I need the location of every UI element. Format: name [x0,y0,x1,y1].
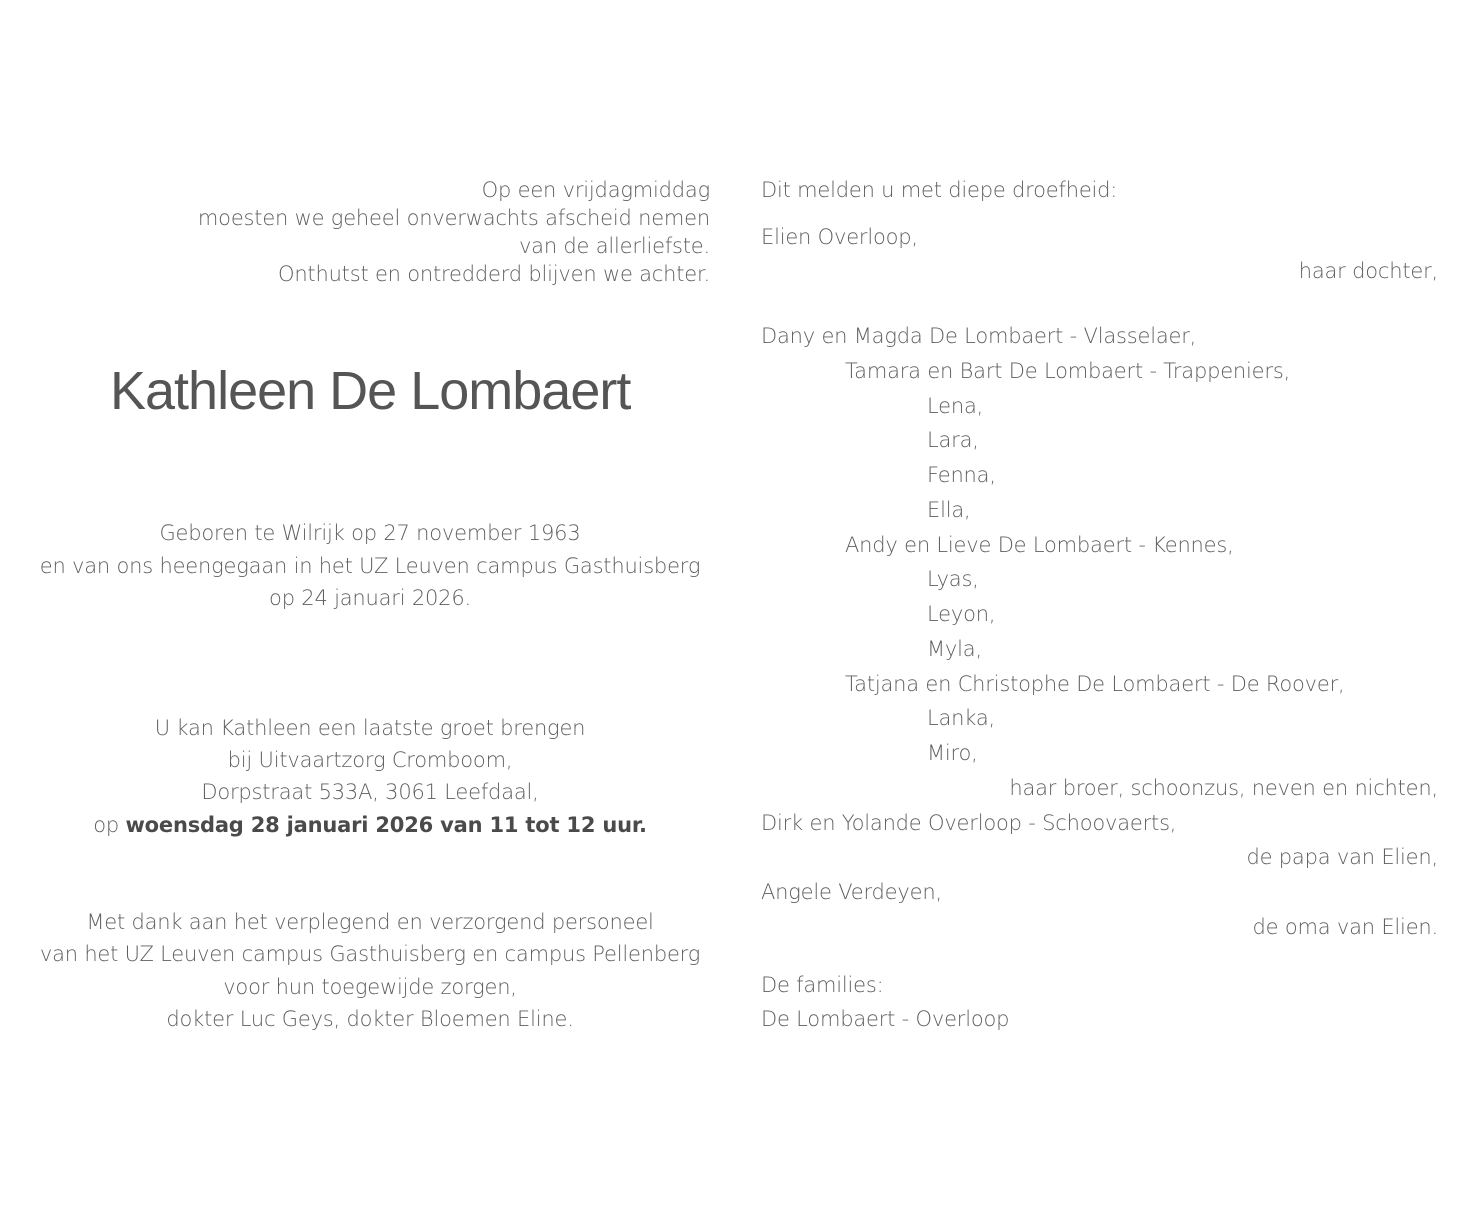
intro-line-1: Op een vrijdagmiddag [481,178,710,202]
sibling-line: Andy en Lieve De Lombaert - Kennes, [845,533,1234,557]
sibling-line: Leyon, [927,602,996,626]
farewell-line-2: bij Uitvaartzorg Cromboom, [227,748,513,772]
sibling-line: Ella, [927,498,971,522]
farewell-date-prefix: op [93,813,119,837]
birth-line-2: en van ons heengegaan in het UZ Leuven campus Gasthuisberg [39,554,701,578]
farewell-date: woensdag 28 januari 2026 van 11 tot 12 uur. [125,813,647,837]
right-column [761,0,1438,1207]
sibling-line: Fenna, [927,463,996,487]
daughter-name: Elien Overloop, [761,225,918,249]
intro-line-3: van de allerliefste. [518,234,710,258]
thanks-line-3: voor hun toegewijde zorgen, [223,975,517,999]
sibling-line: Dany en Magda De Lombaert - Vlasselaer, [761,324,1197,348]
farewell-line-4 [30,811,710,839]
deceased-name: Kathleen De Lombaert [110,361,631,421]
thanks-line-1: Met dank aan het verplegend en verzorgend personeel [86,910,654,934]
sibling-line: Tamara en Bart De Lombaert - Trappeniers, [845,359,1291,383]
intro-line-4: Onthutst en ontredderd blijven we achter. [277,262,710,286]
daughter-role: haar dochter, [1298,259,1438,283]
sibling-line: Miro, [927,741,978,765]
father-name: Dirk en Yolande Overloop - Schoovaerts, [761,811,1177,835]
intro-line-2: moesten we geheel onverwachts afscheid nemen [197,206,710,230]
families-names: De Lombaert - Overloop [761,1007,1010,1031]
grandmother-role: de oma van Elien. [1252,915,1438,939]
sibling-line: Myla, [927,637,982,661]
sibling-line: Tatjana en Christophe De Lombaert - De Roover, [845,672,1345,696]
sibling-line: Lara, [927,428,979,452]
families-label: De families: [761,973,884,997]
thanks-line-4: dokter Luc Geys, dokter Bloemen Eline. [166,1007,574,1031]
sibling-line: Lyas, [927,567,979,591]
sibling-line: Lanka, [927,706,996,730]
thanks-line-2: van het UZ Leuven campus Gasthuisberg en campus Pellenberg [39,942,701,966]
family-heading: Dit melden u met diepe droefheid: [761,178,1118,202]
siblings-role: haar broer, schoonzus, neven en nichten, [1009,776,1438,800]
farewell-line-3: Dorpstraat 533A, 3061 Leefdaal, [201,780,539,804]
left-column [30,0,710,1207]
grandmother-name: Angele Verdeyen, [761,880,942,904]
birth-line-3: op 24 januari 2026. [269,586,471,610]
father-role: de papa van Elien, [1246,845,1438,869]
sibling-line: Lena, [927,394,984,418]
farewell-line-1: U kan Kathleen een laatste groet brengen [154,716,586,740]
birth-line-1: Geboren te Wilrijk op 27 november 1963 [159,521,581,545]
